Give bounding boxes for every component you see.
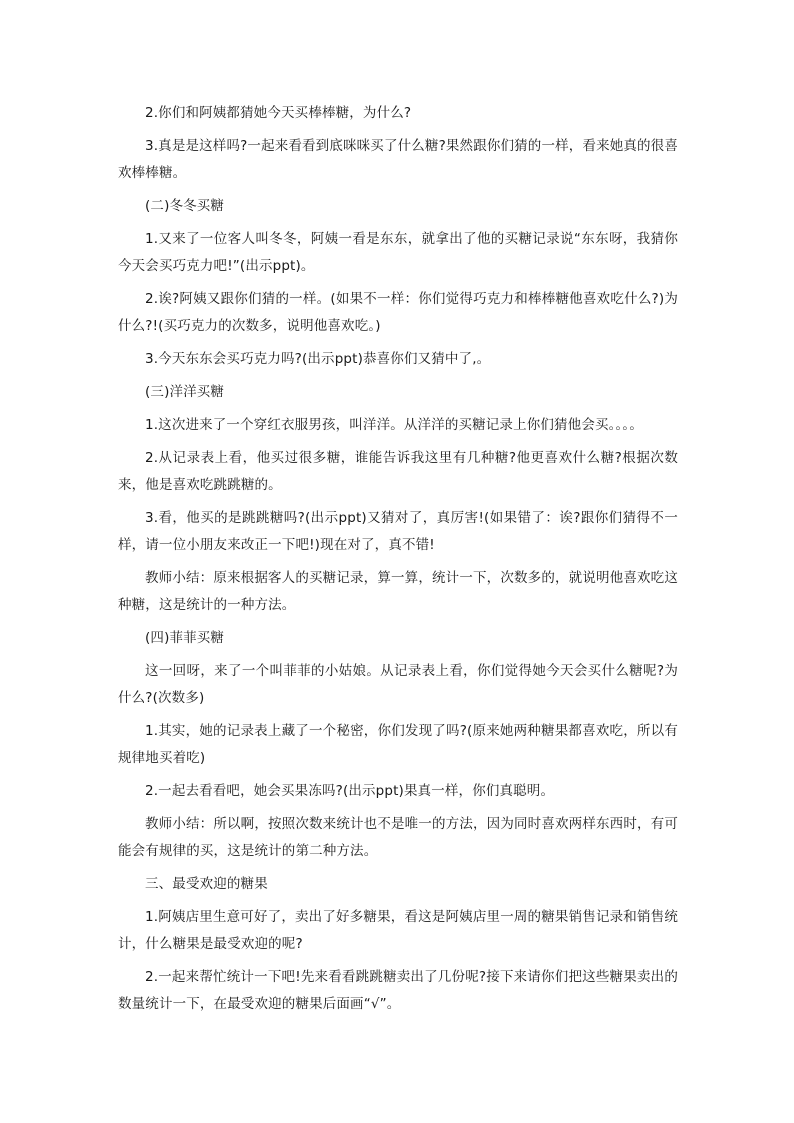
paragraph-2: 3.真是是这样吗?一起来看看到底咪咪买了什么糖?果然跟你们猜的一样，看来她真的很喜欢棒棒糖。 [118,138,678,181]
paragraph-9: 这一回呀，来了一个叫菲菲的小姑娘。从记录表上看，你们觉得她今天会买什么糖呢?为什么?(次数多) [118,663,678,706]
document-body [118,100,678,1024]
section-heading-yangyang: (三)洋洋买糖 [145,384,225,400]
teacher-summary-2: 教师小结：所以啊，按照次数来统计也不是唯一的方法，因为同时喜欢两样东西时，有可能会有规律的买，这是统计的第二种方法。 [118,816,678,859]
paragraph-5: 3.今天东东会买巧克力吗?(出示ppt)恭喜你们又猜中了,。 [145,351,491,367]
paragraph-1: 2.你们和阿姨都猜她今天买棒棒糖，为什么? [145,105,412,121]
paragraph-7: 2.从记录表上看，他买过很多糖，谁能告诉我这里有几种糖?他更喜欢什么糖?根据次数来，他是喜欢吃跳跳糖的。 [118,450,678,493]
paragraph-3: 1.又来了一位客人叫冬冬，阿姨一看是东东，就拿出了他的买糖记录说“东东呀，我猜你今天会买巧克力吧!”(出示ppt)。 [118,231,678,274]
section-heading-feifei: (四)菲菲买糖 [145,630,225,646]
section-heading-dongdong: (二)冬冬买糖 [145,198,225,214]
paragraph-12: 1.阿姨店里生意可好了，卖出了好多糖果，看这是阿姨店里一周的糖果销售记录和销售统计，什么糖果是最受欢迎的呢? [118,909,678,952]
paragraph-6: 1.这次进来了一个穿红衣服男孩，叫洋洋。从洋洋的买糖记录上你们猜他会买。。。。 [145,417,643,433]
paragraph-11: 2.一起去看看吧，她会买果冻吗?(出示ppt)果真一样，你们真聪明。 [145,783,555,799]
paragraph-4: 2.诶?阿姨又跟你们猜的一样。(如果不一样：你们觉得巧克力和棒棒糖他喜欢吃什么?)为什么?!(买巧克力的次数多，说明他喜欢吃。) [118,291,678,334]
section-heading-popular-candy: 三、最受欢迎的糖果 [145,876,268,892]
paragraph-13: 2.一起来帮忙统计一下吧!先来看看跳跳糖卖出了几份呢?接下来请你们把这些糖果卖出的数量统计一下，在最受欢迎的糖果后面画“√”。 [118,969,678,1012]
paragraph-8: 3.看，他买的是跳跳糖吗?(出示ppt)又猜对了，真厉害!(如果错了：诶?跟你们猜得不一样，请一位小朋友来改正一下吧!)现在对了，真不错! [118,510,678,553]
paragraph-10: 1.其实，她的记录表上藏了一个秘密，你们发现了吗?(原来她两种糖果都喜欢吃，所以有规律地买着吃) [118,723,678,766]
teacher-summary-1: 教师小结：原来根据客人的买糖记录，算一算，统计一下，次数多的，就说明他喜欢吃这种糖，这是统计的一种方法。 [118,570,678,613]
